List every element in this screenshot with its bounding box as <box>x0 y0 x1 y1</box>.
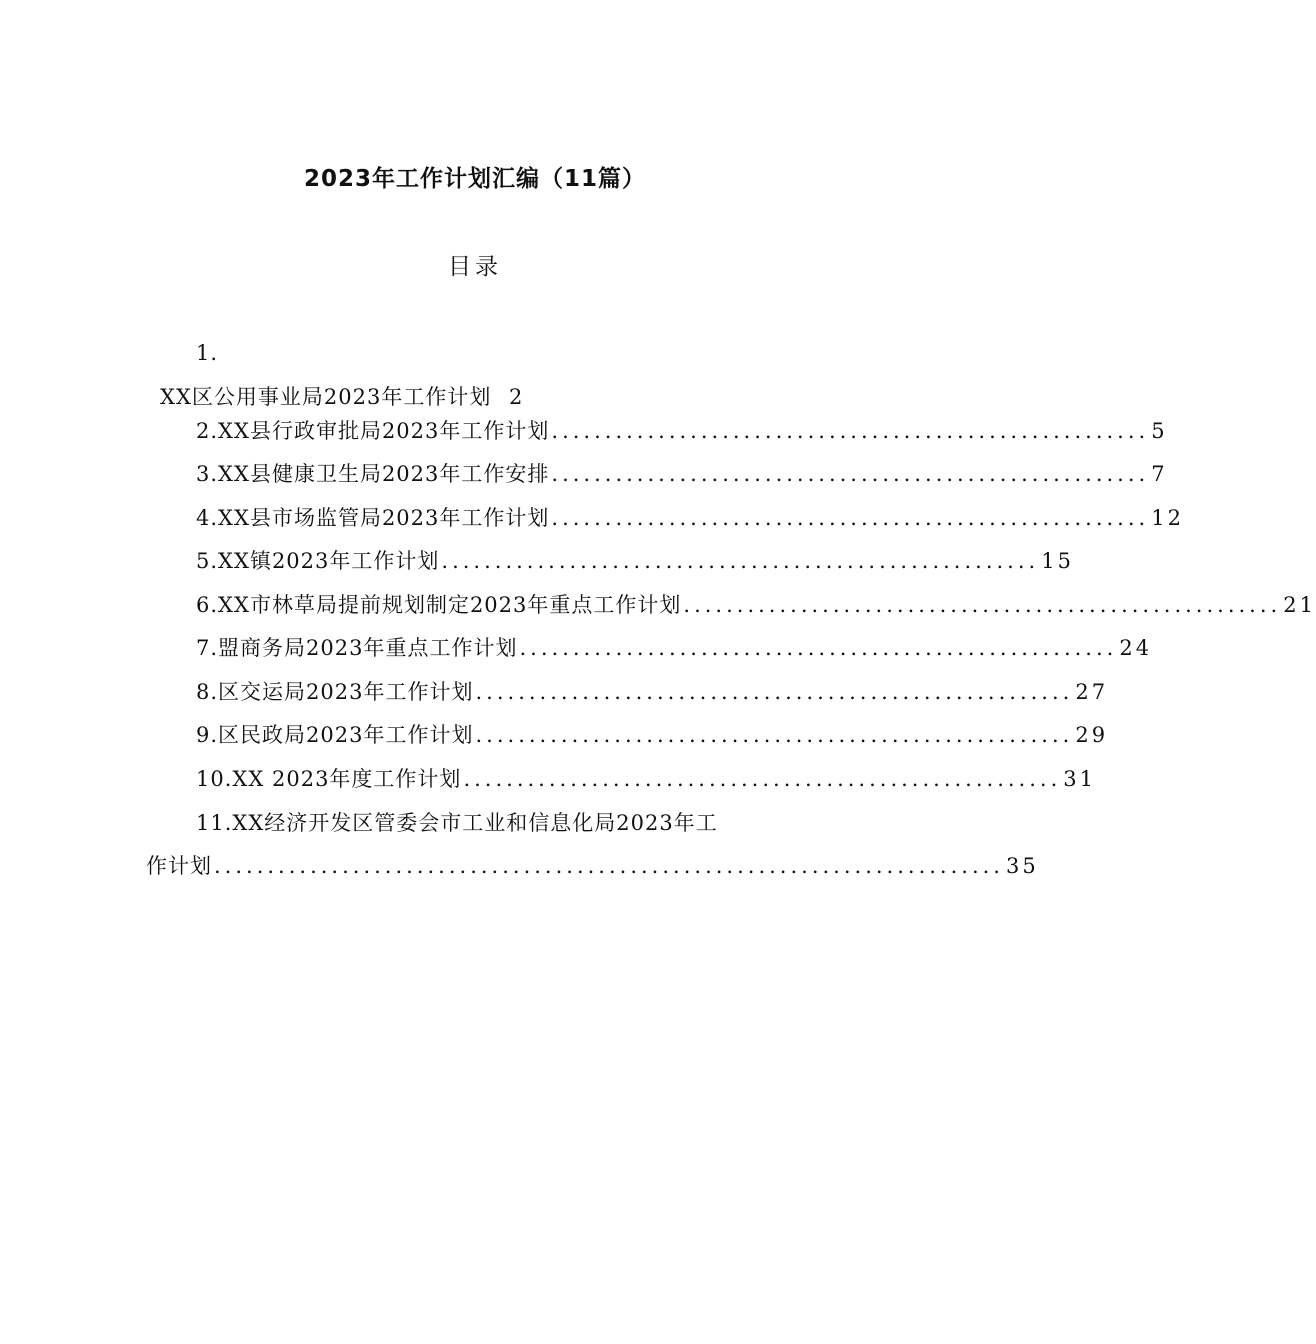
toc-item-1-number: 1. <box>196 341 219 365</box>
toc-leader-dots: ........................................................ <box>475 723 1074 747</box>
toc-item-page: 21 <box>1283 593 1316 617</box>
toc-item-8[interactable] <box>196 677 1109 707</box>
toc-item-number: 4. <box>196 506 219 530</box>
toc-item-3[interactable] <box>196 459 1168 489</box>
toc-item-page: 24 <box>1119 636 1153 660</box>
toc-item-page: 12 <box>1151 506 1184 530</box>
toc-item-text: XX县健康卫生局2023年工作安排 <box>218 462 550 486</box>
toc-item-page: 29 <box>1075 723 1109 747</box>
toc-leader-dots: ........................................................ <box>441 549 1040 573</box>
toc-item-6[interactable] <box>196 590 1316 620</box>
toc-item-10[interactable] <box>196 764 1096 794</box>
toc-item-text: 区交运局2023年工作计划 <box>218 680 474 704</box>
toc-leader-dots: ........................................................ <box>519 636 1118 660</box>
toc-item-2[interactable] <box>196 416 1168 446</box>
toc-item-1-page: 2 <box>509 385 524 409</box>
toc-item-text: 作计划 <box>146 854 212 878</box>
toc-item-11-line2[interactable] <box>146 851 1039 881</box>
toc-item-number: 10. <box>196 767 233 791</box>
toc-item-number: 9. <box>196 723 219 747</box>
toc-item-9[interactable] <box>196 720 1109 750</box>
toc-item-number: 5. <box>196 549 219 573</box>
toc-item-1[interactable] <box>160 382 523 412</box>
toc-leader-dots: ........................................................ <box>551 462 1150 486</box>
toc-item-page: 27 <box>1075 680 1109 704</box>
toc-item-text: 区民政局2023年工作计划 <box>218 723 474 747</box>
toc-item-11-line1[interactable]: 11.XX经济开发区管委会市工业和信息化局2023年工 <box>196 811 718 835</box>
toc-item-number: 7. <box>196 636 219 660</box>
toc-item-4[interactable] <box>196 503 1184 533</box>
toc-item-5[interactable] <box>196 546 1074 576</box>
toc-item-text: XX镇2023年工作计划 <box>218 549 440 573</box>
toc-leader-dots: .......................................................................... <box>214 854 1004 878</box>
toc-leader-dots: ........................................................ <box>551 419 1150 443</box>
toc-item-7[interactable] <box>196 633 1153 663</box>
toc-item-number: 6. <box>196 593 219 617</box>
toc-heading: 目录 <box>448 254 502 280</box>
toc-item-text: 盟商务局2023年重点工作计划 <box>218 636 518 660</box>
toc-item-page: 35 <box>1005 854 1039 878</box>
toc-item-page: 5 <box>1151 419 1168 443</box>
toc-leader-dots: ........................................................ <box>463 767 1062 791</box>
toc-item-number: 2. <box>196 419 219 443</box>
document-title: 2023年工作计划汇编（11篇） <box>303 166 647 192</box>
toc-item-1-text: XX区公用事业局2023年工作计划 <box>160 385 492 409</box>
toc-item-text: XX 2023年度工作计划 <box>232 767 462 791</box>
toc-leader-dots: ........................................................ <box>683 593 1282 617</box>
toc-leader-dots: ........................................................ <box>551 506 1150 530</box>
toc-leader-dots: ........................................................ <box>475 680 1074 704</box>
toc-item-page: 31 <box>1063 767 1096 791</box>
toc-item-text: XX县行政审批局2023年工作计划 <box>218 419 550 443</box>
toc-item-number: 3. <box>196 462 219 486</box>
toc-item-text: XX县市场监管局2023年工作计划 <box>218 506 550 530</box>
toc-item-page: 15 <box>1041 549 1074 573</box>
toc-item-page: 7 <box>1151 462 1168 486</box>
toc-item-text: XX市林草局提前规划制定2023年重点工作计划 <box>218 593 682 617</box>
toc-item-number: 8. <box>196 680 219 704</box>
